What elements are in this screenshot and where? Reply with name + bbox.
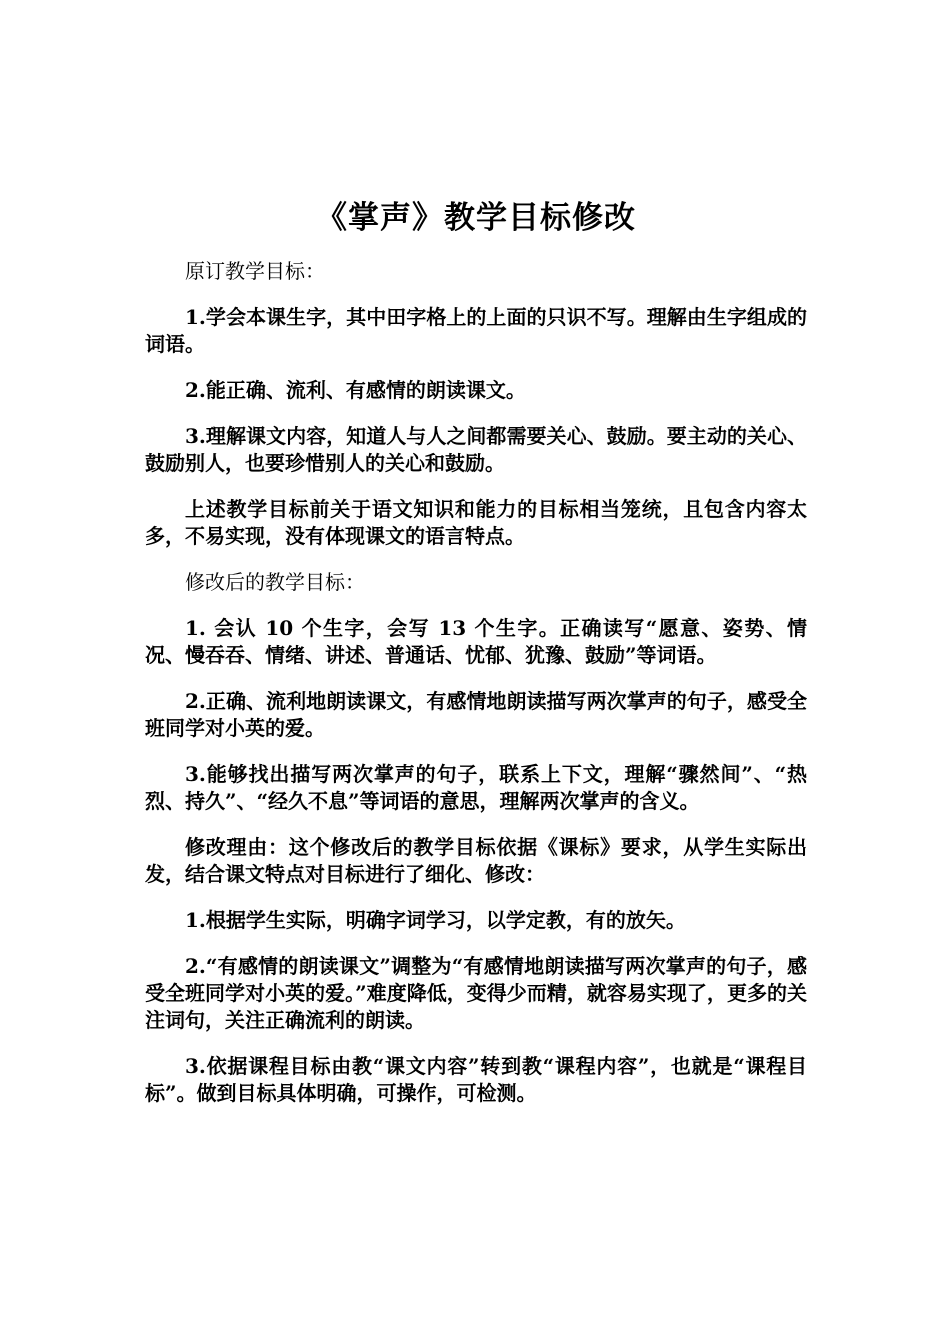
- paragraph-revised-goals-heading: 修改后的教学目标：: [185, 570, 365, 594]
- paragraph-reason-1: 1.根据学生实际，明确字词学习，以学定教，有的放矢。: [185, 908, 686, 932]
- paragraph-original-goal-1: 1.学会本课生字，其中田字格上的上面的只识不写。理解由生字组成的词语。: [145, 305, 807, 356]
- paragraph-revised-goal-2: 2.正确、流利地朗读课文，有感情地朗读描写两次掌声的句子，感受全班同学对小英的爱。: [145, 689, 807, 740]
- paragraph-reason-3: 3.依据课程目标由教“课文内容”转到教“课程内容”，也就是“课程目标”。做到目标具体明确，可操作，可检测。: [145, 1054, 807, 1105]
- paragraph-critique: 上述教学目标前关于语文知识和能力的目标相当笼统，且包含内容太多，不易实现，没有体现课文的语言特点。: [145, 497, 807, 548]
- paragraph-original-goal-3: 3.理解课文内容，知道人与人之间都需要关心、鼓励。要主动的关心、鼓励别人，也要珍惜别人的关心和鼓励。: [145, 424, 807, 475]
- paragraph-reason-2: 2.“有感情的朗读课文”调整为“有感情地朗读描写两次掌声的句子，感受全班同学对小英的爱。”难度降低，变得少而精，就容易实现了，更多的关注词句，关注正确流利的朗读。: [145, 954, 807, 1032]
- paragraph-revision-reason: 修改理由：这个修改后的教学目标依据《课标》要求，从学生实际出发，结合课文特点对目标进行了细化、修改：: [145, 835, 807, 886]
- paragraph-revised-goal-1: 1. 会认 10 个生字，会写 13 个生字。正确读写“愿意、姿势、情况、慢吞吞、情绪、讲述、普通话、忧郁、犹豫、鼓励”等词语。: [145, 616, 807, 667]
- document-body: [145, 196, 807, 1126]
- paragraph-revised-goal-3: 3.能够找出描写两次掌声的句子，联系上下文，理解“骤然间”、“热烈、持久”、“经久不息”等词语的意思，理解两次掌声的含义。: [145, 762, 807, 813]
- document-title: 《掌声》教学目标修改: [316, 200, 636, 236]
- paragraph-original-goals-heading: 原订教学目标：: [185, 259, 325, 283]
- paragraph-original-goal-2: 2.能正确、流利、有感情的朗读课文。: [185, 378, 526, 402]
